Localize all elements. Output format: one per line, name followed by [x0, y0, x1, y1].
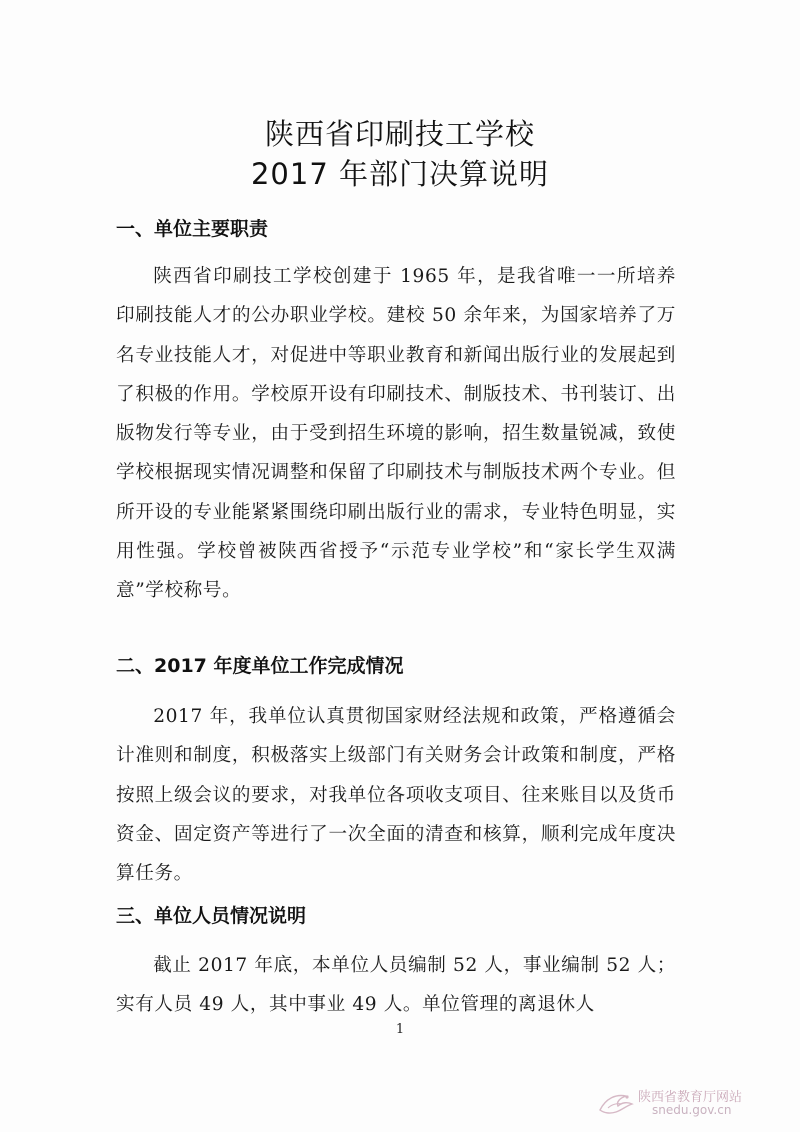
section-heading-personnel: 三、单位人员情况说明	[116, 905, 307, 927]
watermark-site-name: 陕西省教育厅网站	[638, 1090, 743, 1105]
section-heading-duties: 一、单位主要职责	[116, 218, 269, 240]
document-title-line1: 陕西省印刷技工学校	[264, 117, 535, 151]
watermark-site-url: snedu.gov.cn	[652, 1103, 732, 1117]
section-paragraph-work-completion: 2017 年，我单位认真贯彻国家财经法规和政策，严格遵循会计准则和制度，积极落实上级部门有关财务会计政策和制度，严格按照上级会议的要求，对我单位各项收支项目、往来账目以及货币资金、固定资产等进行了一次全面的清查和核算，顺利完成年度决算任务。	[116, 706, 676, 885]
document-title-line2: 2017 年部门决算说明	[250, 157, 550, 191]
page-number: 1	[395, 1022, 405, 1037]
section-heading-work-completion: 二、2017 年度单位工作完成情况	[116, 655, 404, 677]
section-paragraph-personnel: 截止 2017 年底，本单位人员编制 52 人，事业编制 52 人；实有人员 49 人，其中事业 49 人。单位管理的离退休人	[116, 955, 676, 1016]
section-paragraph-duties: 陕西省印刷技工学校创建于 1965 年，是我省唯一一所培养印刷技能人才的公办职业学校。建校 50 余年来，为国家培养了万名专业技能人才，对促进中等职业教育和新闻出版行业的发展起到了积极的作用。学校原开设有印刷技术、制版技术、书刊装订、出版物发行等专业，由于受到招生环境的影响，招生数量锐减，致使学校根据现实情况调整和保留了印刷技术与制版技术两个专业。但所开设的专业能紧紧围绕印刷出版行业的需求，专业特色明显，实用性强。学校曾被陕西省授予“示范专业学校”和“家长学生双满意”学校称号。	[116, 266, 676, 602]
phoenix-logo-icon	[596, 1088, 636, 1118]
site-watermark	[596, 1086, 786, 1120]
